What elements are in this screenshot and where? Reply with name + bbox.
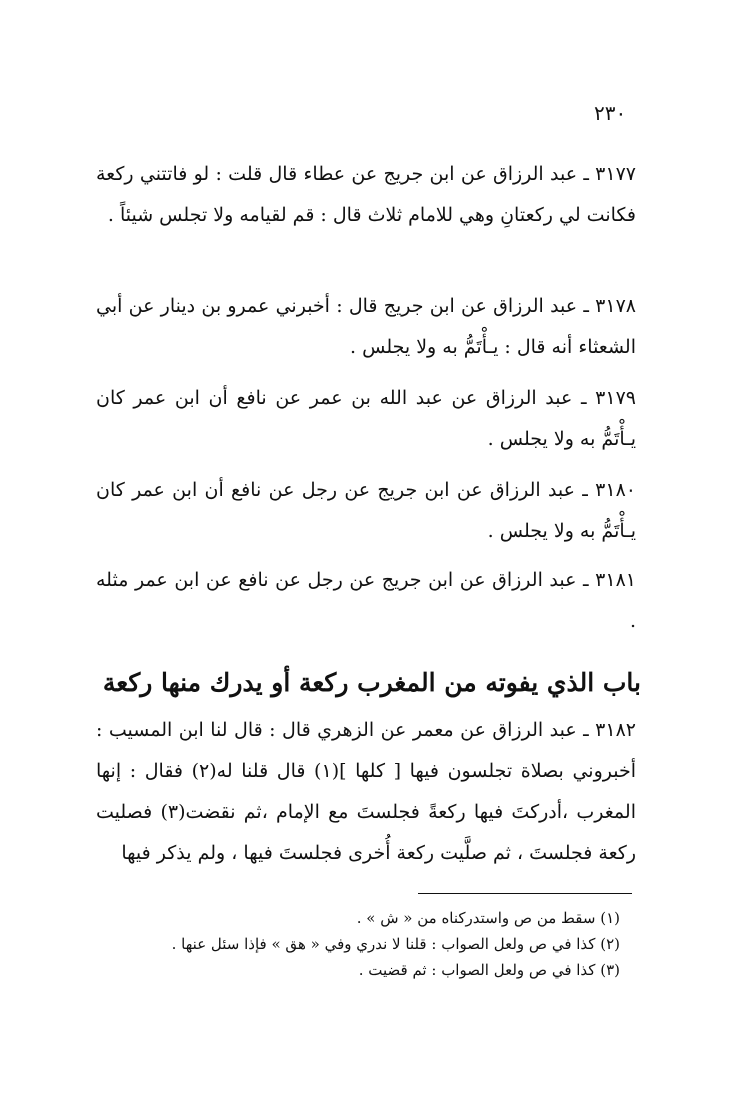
page-number: ٢٣٠: [594, 101, 627, 125]
hadith-3179: ٣١٧٩ ـ عبد الرزاق عن عبد الله بن عمر عن نافع أن ابن عمر كان يـأْتَمُّ به ولا يجلس .: [96, 387, 636, 450]
footnote-divider: [418, 893, 632, 894]
hadith-3182: ٣١٨٢ ـ عبد الرزاق عن معمر عن الزهري قال : قال لنا ابن المسيب : أخبروني بصلاة تجلسون فيها [ كلها ](١) قال قلنا له(٢) فقال : إنها المغرب ،أدركتَ فيها ركعةً فجلستَ مع الإمام ،ثم نقضت(٣) فصليت ركعة فجلستَ ، ثم صلَّيت ركعة أُخرى فجلستَ فيها ، ولم يذكر فيها: [96, 719, 636, 864]
hadith-3181: ٣١٨١ ـ عبد الرزاق عن ابن جريج عن رجل عن نافع عن ابن عمر مثله .: [96, 569, 636, 632]
chapter-heading: باب الذي يفوته من المغرب ركعة أو يدرك منها ركعة: [102, 668, 641, 697]
footnotes: [140, 905, 620, 983]
footnote-1: (١) سقط من ص واستدركناه من « ش » .: [356, 909, 620, 927]
hadith-3180: ٣١٨٠ ـ عبد الرزاق عن ابن جريج عن رجل عن نافع أن ابن عمر كان يـأْتَمُّ به ولا يجلس .: [96, 479, 636, 542]
footnote-3: (٣) كذا في ص ولعل الصواب : ثم قضيت .: [358, 961, 620, 979]
hadith-3177: ٣١٧٧ ـ عبد الرزاق عن ابن جريج عن عطاء قال قلت : لو فاتتني ركعة فكانت لي ركعتانِ وهي للامام ثلاث قال : قم لقيامه ولا تجلس شيئاً .: [96, 163, 636, 226]
hadith-3178: ٣١٧٨ ـ عبد الرزاق عن ابن جريج قال : أخبرني عمرو بن دينار عن أبي الشعثاء أنه قال : يـأْتَمُّ به ولا يجلس .: [96, 295, 636, 358]
footnote-2: (٢) كذا في ص ولعل الصواب : قلنا لا ندري وفي « هق » فإذا سئل عنها .: [171, 935, 620, 953]
